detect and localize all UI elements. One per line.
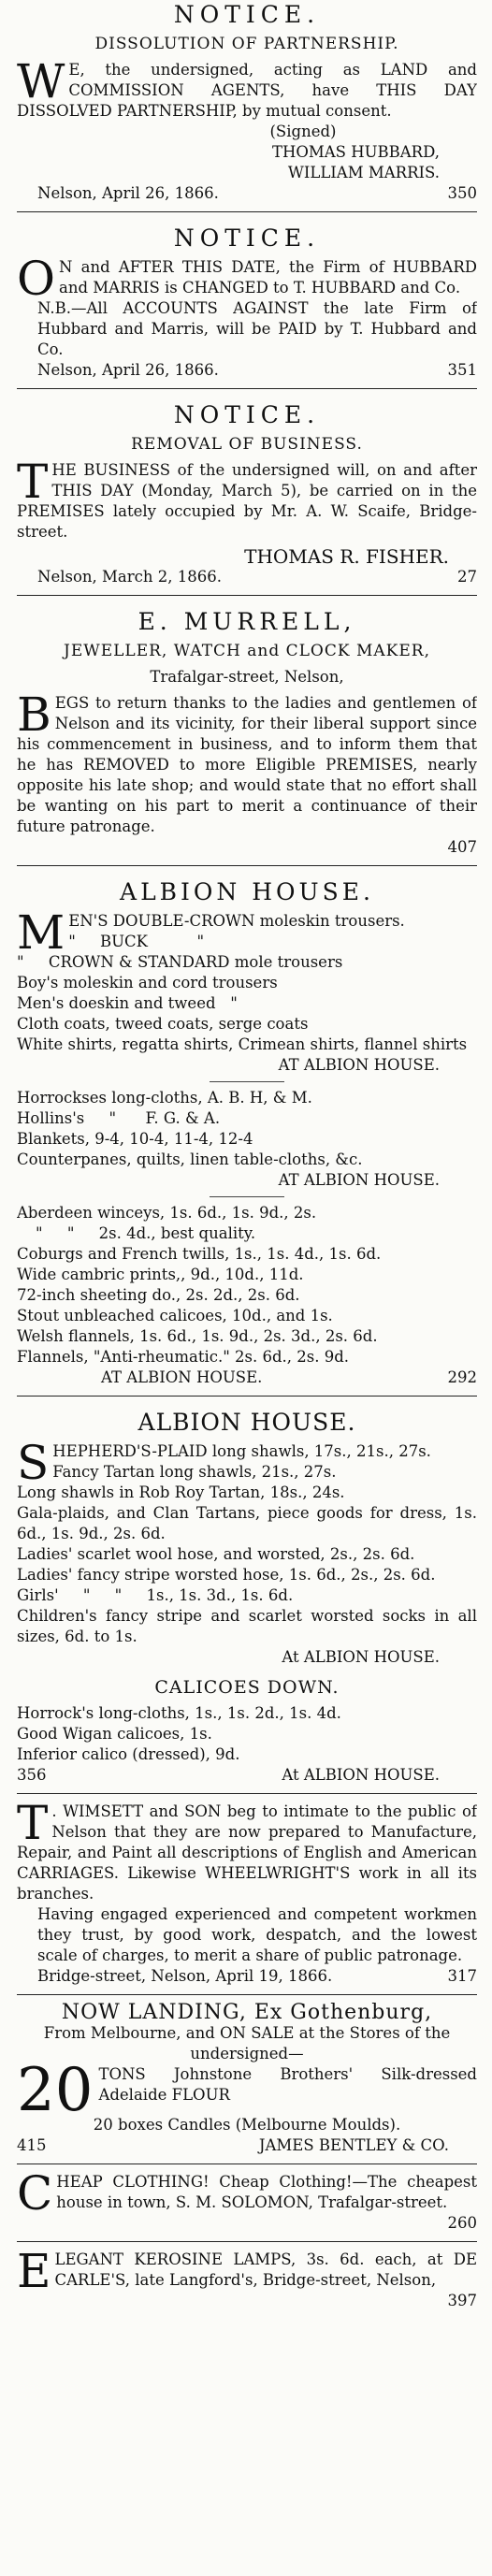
advert-heading: ALBION HOUSE. <box>120 878 374 905</box>
item-line: Good Wigan calicoes, 1s. <box>17 1725 212 1743</box>
large-number: 20 <box>17 2056 94 2125</box>
advert-number: 397 <box>447 2292 477 2309</box>
item-line: " CROWN & STANDARD mole trousers <box>17 953 343 971</box>
advert-subheading: CALICOES DOWN. <box>154 1677 340 1698</box>
item-line: MEN'S DOUBLE-CROWN moleskin trousers. <box>17 905 405 960</box>
advert-body: T . WIMSETT and SON beg to intimate to the public of Nelson that they are now prepared to Manufacture, Repair, and Paint all descriptions of English and American CARRIAGES. Likewise WHEELWRIGHT'S work in all its branches. <box>17 1802 477 1903</box>
at-albion-house: At ALBION HOUSE. <box>282 1648 440 1666</box>
notice-footer <box>17 567 477 587</box>
advert-number: 407 <box>447 838 477 856</box>
notice-number: 351 <box>447 361 477 379</box>
advert-number: 415 <box>17 2136 47 2154</box>
notice-body: O N and AFTER THIS DATE, the Firm of HUBBARD and MARRIS is CHANGED to T. HUBBARD and Co. <box>17 252 477 306</box>
item-line: Counterpanes, quilts, linen table-cloths, &c. <box>17 1151 363 1168</box>
item-line: Blankets, 9-4, 10-4, 11-4, 12-4 <box>17 1130 253 1148</box>
divider <box>17 1793 477 1794</box>
notice-heading: NOTICE. <box>173 224 321 252</box>
item-line: " BUCK " <box>68 933 205 950</box>
item-line: Horrockses long-cloths, A. B. H, & M. <box>17 1089 312 1107</box>
divider <box>17 211 477 212</box>
notice-footer <box>17 183 477 204</box>
divider <box>17 1994 477 1995</box>
item-line: Men's doeskin and tweed " <box>17 994 238 1012</box>
advert-murrell <box>17 603 477 858</box>
drop-cap: T <box>17 1802 49 1850</box>
notice-nb: N.B.—All ACCOUNTS AGAINST the late Firm of Hubbard and Marris, will be PAID by T. Hubbard and Co. <box>37 299 477 358</box>
signatory: JAMES BENTLEY & CO. <box>258 2136 449 2154</box>
advert-albion-house-2 <box>17 1404 477 1786</box>
at-albion-house: At ALBION HOUSE. <box>282 1766 440 1784</box>
divider <box>17 595 477 596</box>
advert-number: 292 <box>447 1368 477 1386</box>
notice-dissolution <box>17 0 477 204</box>
item-line: Boy's moleskin and cord trousers <box>17 974 278 991</box>
advert-number: 317 <box>447 1967 477 1985</box>
drop-cap: B <box>17 687 51 742</box>
item-line: Horrock's long-cloths, 1s., 1s. 2d., 1s. 4d. <box>17 1704 341 1722</box>
at-albion-house: AT ALBION HOUSE. <box>101 1368 263 1386</box>
item-line: Ladies' scarlet wool hose, and worsted, 2s., 2s. 6d. <box>17 1545 415 1563</box>
drop-cap: E <box>17 2250 51 2298</box>
item-line: Welsh flannels, 1s. 6d., 1s. 9d., 2s. 3d., 2s. 6d. <box>17 1327 378 1345</box>
signatory: THOMAS R. FISHER. <box>244 545 449 568</box>
advert-subheading: JEWELLER, WATCH and CLOCK MAKER, <box>64 642 430 660</box>
item-line: Long shawls in Rob Roy Tartan, 18s., 24s. <box>17 1483 345 1501</box>
advert-footer <box>17 2135 477 2156</box>
notice-date: Nelson, March 2, 1866. <box>37 568 222 586</box>
item-line: Gala-plaids, and Clan Tartans, piece goods for dress, 1s. 6d., 1s. 9d., 2s. 6d. <box>17 1504 477 1542</box>
advert-line: 20 TONS Johnstone Brothers' Silk-dressed Adelaide FLOUR <box>17 2056 477 2125</box>
item-line: Wide cambric prints,, 9d., 10d., 11d. <box>17 1266 304 1283</box>
divider <box>17 388 477 389</box>
short-rule <box>210 1081 284 1082</box>
at-albion-house: AT ALBION HOUSE. <box>278 1056 440 1074</box>
drop-cap: M <box>17 905 65 960</box>
advert-body: ELEGANT KEROSINE LAMPS, 3s. 6d. each, at DE CARLE'S, late Langford's, Bridge-street, Nelson, <box>17 2250 477 2298</box>
at-albion-house: AT ALBION HOUSE. <box>278 1171 440 1189</box>
advert-body: BEGS to return thanks to the ladies and gentlemen of Nelson and its vicinity, for their liberal support since his commencement in business, and to inform them that he has REMOVED to more Eligible PREMISES, nearly opposite his late shop; and would state that no effort shall be wanting on his part to merit a continuance of their future patronage. <box>17 687 477 835</box>
notice-number: 27 <box>457 568 477 586</box>
drop-cap: S <box>17 1436 50 1490</box>
item-line: Fancy Tartan long shawls, 21s., 27s. <box>52 1463 337 1481</box>
notice-number: 350 <box>447 184 477 202</box>
advert-footer <box>17 1765 477 1786</box>
advert-bentley <box>17 2003 477 2156</box>
advert-number: 356 <box>17 1766 47 1784</box>
item-line: Hollins's " F. G. & A. <box>17 1109 221 1127</box>
advert-line: 20 boxes Candles (Melbourne Moulds). <box>93 2116 401 2134</box>
notice-heading: NOTICE. <box>173 1 321 28</box>
item-line: Stout unbleached calicoes, 10d., and 1s. <box>17 1307 333 1324</box>
advert-address: Trafalgar-street, Nelson, <box>150 668 344 686</box>
item-line: Cloth coats, tweed coats, serge coats <box>17 1015 309 1033</box>
notice-subheading: REMOVAL OF BUSINESS. <box>131 435 363 454</box>
notice-body: W E, the undersigned, acting as LAND and COMMISSION AGENTS, have THIS DAY DISSOLVED PARTNERSHIP, by mutual consent. <box>17 54 477 120</box>
advert-footer <box>17 1966 477 1987</box>
notice-removal <box>17 397 477 587</box>
notice-body: THE BUSINESS of the undersigned will, on and after THIS DAY (Monday, March 5), be carried on in the PREMISES lately occupied by Mr. A. W. Scaife, Bridge-street. <box>17 455 477 541</box>
short-rule <box>210 1196 284 1197</box>
advert-wimsett <box>17 1802 477 1987</box>
drop-cap: C <box>17 2172 53 2221</box>
notice-date: Nelson, April 26, 1866. <box>37 361 219 379</box>
signed-label: (Signed) <box>269 123 337 140</box>
drop-cap: T <box>17 455 49 509</box>
advert-de-carle <box>17 2250 477 2311</box>
item-line: Girls' " " 1s., 1s. 3d., 1s. 6d. <box>17 1586 294 1604</box>
advert-footer <box>17 1368 477 1388</box>
advert-solomon <box>17 2172 477 2234</box>
item-line: Flannels, "Anti-rheumatic." 2s. 6d., 2s. 9d. <box>17 1348 350 1366</box>
item-line: Children's fancy stripe and scarlet worsted socks in all sizes, 6d. to 1s. <box>17 1607 477 1645</box>
item-line: " " 2s. 4d., best quality. <box>36 1224 256 1242</box>
divider <box>17 2241 477 2242</box>
notice-firm-change <box>17 220 477 381</box>
drop-cap: O <box>17 252 55 306</box>
notice-subheading: DISSOLUTION OF PARTNERSHIP. <box>94 35 399 53</box>
advert-heading: NOW LANDING, Ex Gothenburg, <box>61 2003 433 2024</box>
signatory: WILLIAM MARRIS. <box>287 164 440 181</box>
notice-footer <box>17 360 477 381</box>
divider <box>17 1396 477 1397</box>
advert-line: From Melbourne, and ON SALE at the Stores of the undersigned— <box>43 2024 451 2062</box>
notice-heading: NOTICE. <box>173 401 321 428</box>
notice-date: Nelson, April 26, 1866. <box>37 184 219 202</box>
item-line: White shirts, regatta shirts, Crimean shirts, flannel shirts <box>17 1035 468 1053</box>
item-line: Ladies' fancy stripe worsted hose, 1s. 6d., 2s., 2s. 6d. <box>17 1566 436 1584</box>
item-line: Aberdeen winceys, 1s. 6d., 1s. 9d., 2s. <box>17 1204 317 1222</box>
item-line: Inferior calico (dressed), 9d. <box>17 1745 240 1763</box>
item-line: Coburgs and French twills, 1s., 1s. 4d., 1s. 6d. <box>17 1245 382 1263</box>
advert-albion-house-1 <box>17 874 477 1388</box>
item-line: 72-inch sheeting do., 2s. 2d., 2s. 6d. <box>17 1286 300 1304</box>
item-line: SHEPHERD'S-PLAID long shawls, 17s., 21s., 27s. <box>17 1436 431 1490</box>
drop-cap: W <box>17 54 65 109</box>
advert-heading: ALBION HOUSE. <box>137 1409 356 1436</box>
advert-number: 260 <box>447 2214 477 2232</box>
signatory: THOMAS HUBBARD, <box>271 143 440 161</box>
advert-date: Bridge-street, Nelson, April 19, 1866. <box>37 1967 333 1985</box>
advert-body: CHEAP CLOTHING! Cheap Clothing!—The cheapest house in town, S. M. SOLOMON, Trafalgar-street. <box>17 2172 477 2221</box>
divider <box>17 865 477 866</box>
advert-body: Having engaged experienced and competent workmen they trust, by good work, despatch, and the lowest scale of charges, to merit a share of public patronage. <box>37 1905 477 1964</box>
advert-heading: E. MURRELL, <box>137 608 356 635</box>
